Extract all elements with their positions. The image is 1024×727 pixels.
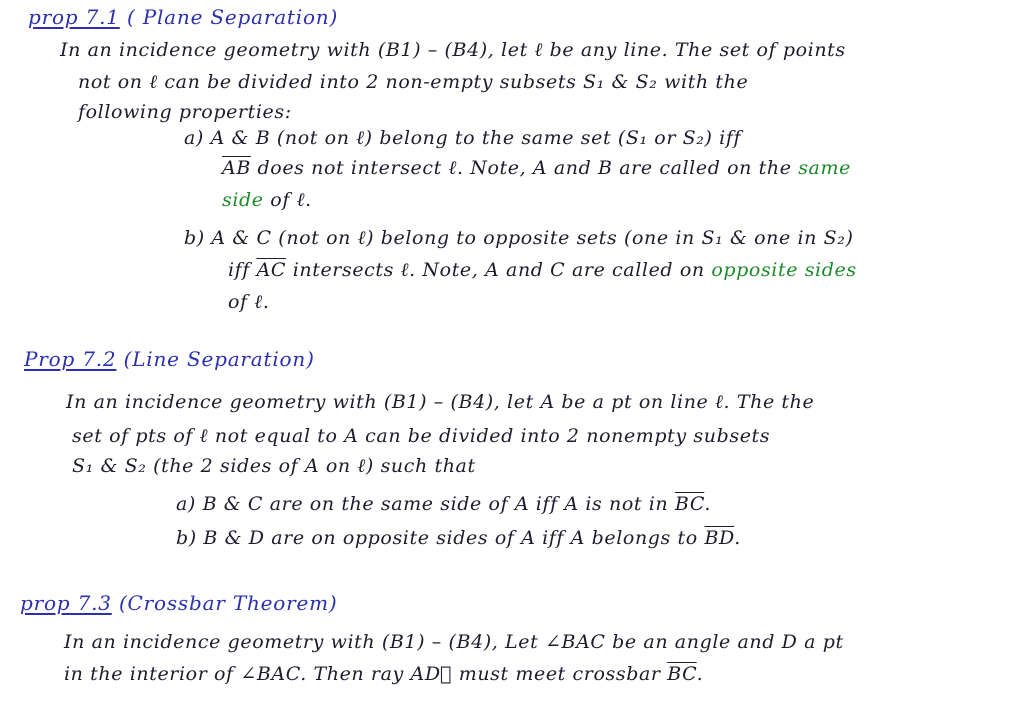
prop-7-1-intro-line-2: not on ℓ can be divided into 2 non-empty subsets S₁ & S₂ with the: [78, 71, 749, 93]
prop-7-3-line-2-mid: must meet crossbar: [452, 663, 668, 685]
prop-7-1-b-line-2-text: intersects ℓ. Note, A and C are called on: [286, 259, 712, 281]
prop-7-2-b-period: .: [734, 527, 741, 549]
prop-7-1-label: prop 7.1: [28, 5, 120, 29]
highlight-opposite-sides: opposite sides: [711, 259, 857, 281]
prop-7-1-b-line-1: b) A & C (not on ℓ) belong to opposite sets (one in S₁ & one in S₂): [184, 227, 854, 249]
ray-ad: AD⃗: [410, 663, 453, 685]
segment-ac: $\overline{AC}$: [256, 259, 287, 281]
prop-7-1-title: ( Plane Separation): [126, 5, 339, 29]
prop-7-2-label: Prop 7.2: [24, 347, 117, 371]
prop-7-3-period: .: [696, 663, 704, 685]
prop-7-2-heading: [24, 346, 315, 372]
prop-7-1-a-line-2-text: does not intersect ℓ. Note, A and B are called on the: [250, 157, 799, 179]
prop-7-2-intro-line-3: S₁ & S₂ (the 2 sides of A on ℓ) such that: [72, 455, 476, 477]
prop-7-1-a-line-2: [222, 156, 851, 180]
prop-7-1-intro-line-1: In an incidence geometry with (B1) – (B4), let ℓ be any line. The set of points: [60, 39, 846, 61]
prop-7-3-title: (Crossbar Theorem): [118, 591, 338, 615]
prop-7-3-line-2: [64, 662, 703, 686]
prop-7-2-a-period: .: [704, 493, 711, 515]
segment-bc: $\overline{BC}$: [674, 493, 705, 515]
prop-7-1-a-line-3: [222, 188, 312, 212]
prop-7-2-b: [176, 526, 741, 550]
segment-bc-crossbar: $\overline{BC}$: [667, 663, 697, 685]
segment-bd: $\overline{BD}$: [704, 527, 735, 549]
prop-7-1-b-line-2: [228, 258, 857, 282]
prop-7-3-line-1: In an incidence geometry with (B1) – (B4), Let ∠BAC be an angle and D a pt: [64, 631, 844, 653]
prop-7-2-b-text: b) B & D are on opposite sides of A iff A belongs to: [176, 527, 705, 549]
prop-7-2-a: [176, 492, 711, 516]
highlight-same: same: [798, 157, 851, 179]
prop-7-1-b-iff: iff: [228, 259, 257, 281]
prop-7-1-a-line-1: a) A & B (not on ℓ) belong to the same set (S₁ or S₂) iff: [184, 127, 742, 149]
prop-7-2-intro-line-1: In an incidence geometry with (B1) – (B4), let A be a pt on line ℓ. The the: [66, 391, 815, 413]
prop-7-3-heading: [20, 590, 338, 616]
prop-7-1-b-line-3: of ℓ.: [228, 291, 270, 313]
prop-7-3-label: prop 7.3: [20, 591, 112, 615]
highlight-side: side: [222, 189, 264, 211]
prop-7-2-title: (Line Separation): [123, 347, 315, 371]
prop-7-1-heading: [28, 4, 338, 30]
prop-7-1-a-line-3-text: of ℓ.: [263, 189, 312, 211]
prop-7-3-line-2-text: in the interior of ∠BAC. Then ray: [64, 663, 411, 685]
prop-7-1-intro-line-3: following properties:: [78, 101, 292, 123]
prop-7-2-a-text: a) B & C are on the same side of A iff A is not in: [176, 493, 675, 515]
segment-ab: $\overline{AB}$: [222, 157, 251, 179]
prop-7-2-intro-line-2: set of pts of ℓ not equal to A can be divided into 2 nonempty subsets: [72, 425, 771, 447]
